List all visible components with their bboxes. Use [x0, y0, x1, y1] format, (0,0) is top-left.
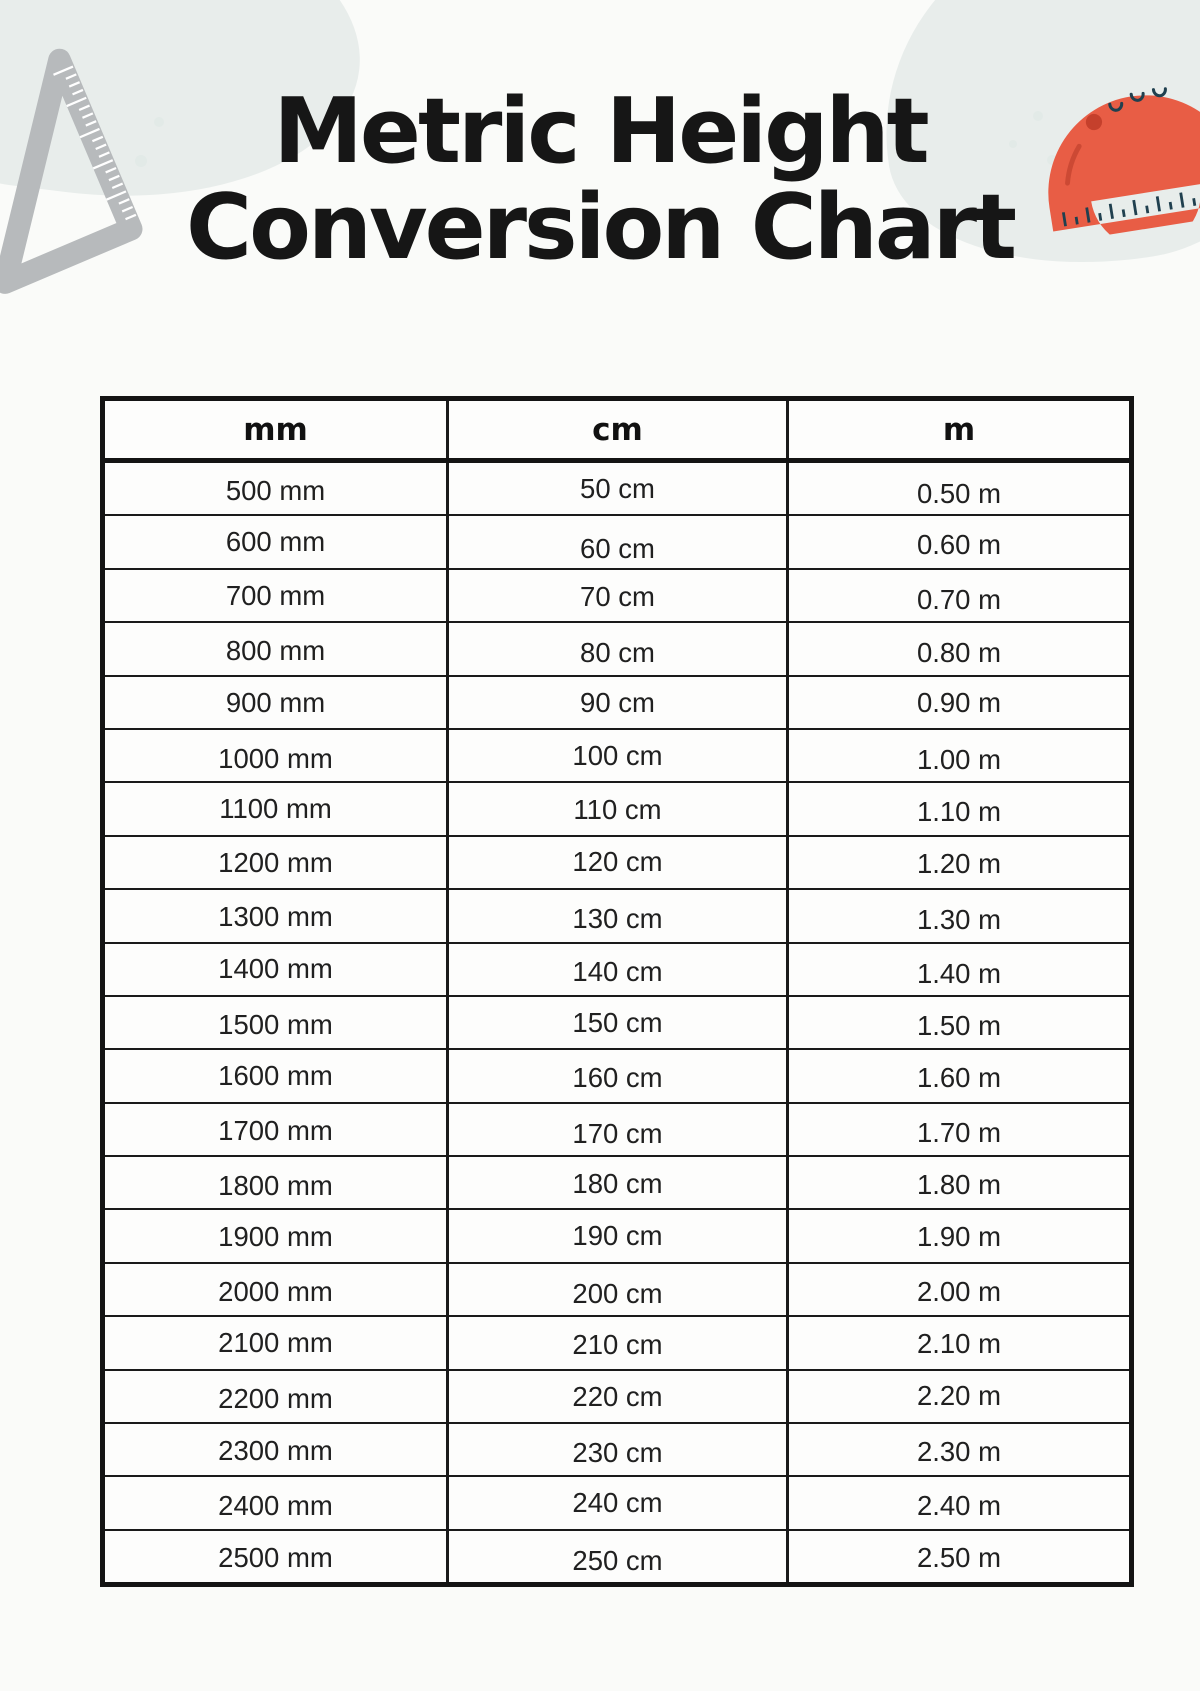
table-row: [103, 1103, 1132, 1156]
m-value-cell: [788, 782, 1132, 835]
cell-label: 1200 mm: [218, 847, 333, 879]
m-value-cell: [788, 889, 1132, 942]
cell-label: 60 cm: [580, 533, 655, 565]
cell-label: 600 mm: [225, 526, 326, 558]
cell-label: 120 cm: [572, 846, 663, 878]
cell-label: 1.00 m: [916, 743, 1002, 775]
page-title-line1: Metric Height: [273, 79, 927, 184]
cell-label: 2.20 m: [916, 1380, 1002, 1412]
cm-value-cell: [448, 1049, 788, 1102]
cell-label: 2.30 m: [916, 1435, 1002, 1467]
cm-value-cell: [448, 622, 788, 675]
cell-label: 230 cm: [572, 1436, 663, 1468]
page-title-line2: Conversion Chart: [186, 175, 1014, 281]
mm-value-cell: [103, 836, 448, 889]
column-header-mm: mm: [103, 399, 448, 461]
cell-label: 0.80 m: [916, 636, 1002, 668]
table-row: [103, 676, 1132, 729]
column-header-m: m: [788, 399, 1132, 461]
table-row: [103, 569, 1132, 622]
cell-label: 2200 mm: [218, 1383, 333, 1415]
cell-label: 90 cm: [580, 687, 655, 719]
page-title: [0, 79, 1200, 281]
cell-label: 210 cm: [572, 1328, 663, 1360]
m-value-cell: [788, 622, 1132, 675]
table-row: [103, 1476, 1132, 1529]
cell-label: 1100 mm: [219, 793, 332, 825]
cell-label: 2000 mm: [218, 1275, 333, 1307]
cell-label: 1800 mm: [218, 1169, 333, 1201]
table-row: [103, 836, 1132, 889]
table-row: [103, 515, 1132, 568]
mm-value-cell: [103, 1049, 448, 1102]
cell-label: 0.50 m: [916, 477, 1002, 509]
cell-label: 700 mm: [225, 580, 326, 612]
cell-label: 200 cm: [572, 1277, 663, 1309]
m-value-cell: [788, 1316, 1132, 1369]
column-header-cm: cm: [448, 399, 788, 461]
m-value-cell: [788, 1370, 1132, 1423]
m-value-cell: [788, 1530, 1132, 1585]
table-row: [103, 1156, 1132, 1209]
mm-value-cell: [103, 1103, 448, 1156]
m-value-cell: [788, 836, 1132, 889]
cell-label: 1.60 m: [916, 1061, 1002, 1093]
mm-value-cell: [103, 1530, 448, 1585]
table-row: [103, 782, 1132, 835]
cell-label: 1.30 m: [916, 903, 1002, 935]
cell-label: 1400 mm: [218, 953, 333, 985]
cm-value-cell: [448, 1423, 788, 1476]
cell-label: 100 cm: [572, 739, 663, 771]
mm-value-cell: [103, 515, 448, 568]
cell-label: 1.50 m: [916, 1009, 1002, 1041]
cell-label: 1900 mm: [218, 1221, 333, 1253]
cm-value-cell: [448, 1103, 788, 1156]
table-row: [103, 1316, 1132, 1369]
cell-label: 1700 mm: [218, 1115, 333, 1147]
cell-label: 0.60 m: [916, 529, 1002, 561]
cell-label: 1.90 m: [916, 1221, 1002, 1253]
cell-label: 500 mm: [225, 474, 326, 506]
cell-label: 0.70 m: [916, 584, 1002, 616]
cell-label: 2500 mm: [218, 1541, 333, 1573]
cell-label: 70 cm: [580, 581, 655, 613]
cell-label: 80 cm: [580, 636, 655, 668]
m-value-cell: [788, 1476, 1132, 1529]
mm-value-cell: [103, 569, 448, 622]
cell-label: 1500 mm: [218, 1008, 333, 1040]
cell-label: 1.70 m: [916, 1117, 1002, 1149]
cell-label: 160 cm: [572, 1061, 663, 1093]
table-row: [103, 996, 1132, 1049]
cm-value-cell: [448, 1476, 788, 1529]
cm-value-cell: [448, 1316, 788, 1369]
m-value-cell: [788, 1156, 1132, 1209]
m-value-cell: [788, 569, 1132, 622]
mm-value-cell: [103, 461, 448, 516]
cell-label: 2.00 m: [916, 1275, 1002, 1307]
table-header-row: [103, 399, 1132, 461]
cm-value-cell: [448, 1263, 788, 1316]
cell-label: 220 cm: [572, 1381, 663, 1413]
cell-label: 1.40 m: [916, 958, 1002, 990]
cell-label: 110 cm: [573, 794, 662, 826]
cell-label: 1000 mm: [218, 742, 333, 774]
m-value-cell: [788, 729, 1132, 782]
mm-value-cell: [103, 622, 448, 675]
cm-value-cell: [448, 1370, 788, 1423]
cm-value-cell: [448, 836, 788, 889]
mm-value-cell: [103, 729, 448, 782]
cell-label: 2.10 m: [916, 1327, 1002, 1359]
cm-value-cell: [448, 889, 788, 942]
cell-label: 50 cm: [580, 472, 655, 504]
table-row: [103, 1423, 1132, 1476]
cell-label: 150 cm: [572, 1006, 663, 1038]
mm-value-cell: [103, 1209, 448, 1262]
m-value-cell: [788, 1423, 1132, 1476]
mm-value-cell: [103, 1423, 448, 1476]
cell-label: 2.50 m: [916, 1541, 1002, 1573]
cm-value-cell: [448, 515, 788, 568]
mm-value-cell: [103, 943, 448, 996]
cell-label: 170 cm: [572, 1118, 663, 1150]
cell-label: 250 cm: [572, 1544, 663, 1576]
cell-label: 800 mm: [225, 634, 326, 666]
cell-label: 1.20 m: [916, 848, 1002, 880]
table-row: [103, 1209, 1132, 1262]
cm-value-cell: [448, 461, 788, 516]
cell-label: 240 cm: [572, 1487, 663, 1519]
table-row: [103, 1049, 1132, 1102]
m-value-cell: [788, 461, 1132, 516]
table-row: [103, 461, 1132, 516]
mm-value-cell: [103, 1476, 448, 1529]
m-value-cell: [788, 1103, 1132, 1156]
table-row: [103, 729, 1132, 782]
cell-label: 190 cm: [572, 1220, 663, 1252]
m-value-cell: [788, 676, 1132, 729]
cell-label: 140 cm: [572, 956, 663, 988]
table-body: [103, 461, 1132, 1585]
table-row: [103, 1263, 1132, 1316]
mm-value-cell: [103, 782, 448, 835]
cell-label: 130 cm: [572, 902, 663, 934]
mm-value-cell: [103, 1156, 448, 1209]
cm-value-cell: [448, 996, 788, 1049]
m-value-cell: [788, 515, 1132, 568]
mm-value-cell: [103, 1316, 448, 1369]
cm-value-cell: [448, 1156, 788, 1209]
table-row: [103, 1370, 1132, 1423]
table-row: [103, 622, 1132, 675]
mm-value-cell: [103, 1263, 448, 1316]
cell-label: 900 mm: [225, 687, 326, 719]
cell-label: 2300 mm: [218, 1434, 333, 1466]
cell-label: 1600 mm: [218, 1059, 333, 1091]
mm-value-cell: [103, 1370, 448, 1423]
cm-value-cell: [448, 782, 788, 835]
cell-label: 1.80 m: [916, 1168, 1002, 1200]
cm-value-cell: [448, 1209, 788, 1262]
m-value-cell: [788, 996, 1132, 1049]
table-row: [103, 889, 1132, 942]
m-value-cell: [788, 1049, 1132, 1102]
cell-label: 1.10 m: [916, 796, 1002, 828]
cell-label: 1300 mm: [218, 900, 333, 932]
table-row: [103, 943, 1132, 996]
cell-label: 2100 mm: [218, 1326, 333, 1358]
mm-value-cell: [103, 889, 448, 942]
conversion-table: [100, 396, 1134, 1587]
m-value-cell: [788, 943, 1132, 996]
cell-label: 2.40 m: [916, 1490, 1002, 1522]
table-row: [103, 1530, 1132, 1585]
m-value-cell: [788, 1209, 1132, 1262]
cm-value-cell: [448, 676, 788, 729]
conversion-table-container: [100, 396, 1134, 1587]
cell-label: 180 cm: [572, 1167, 663, 1199]
cm-value-cell: [448, 729, 788, 782]
cell-label: 2400 mm: [218, 1490, 333, 1522]
cm-value-cell: [448, 943, 788, 996]
mm-value-cell: [103, 676, 448, 729]
cm-value-cell: [448, 569, 788, 622]
m-value-cell: [788, 1263, 1132, 1316]
cm-value-cell: [448, 1530, 788, 1585]
mm-value-cell: [103, 996, 448, 1049]
cell-label: 0.90 m: [916, 687, 1002, 719]
